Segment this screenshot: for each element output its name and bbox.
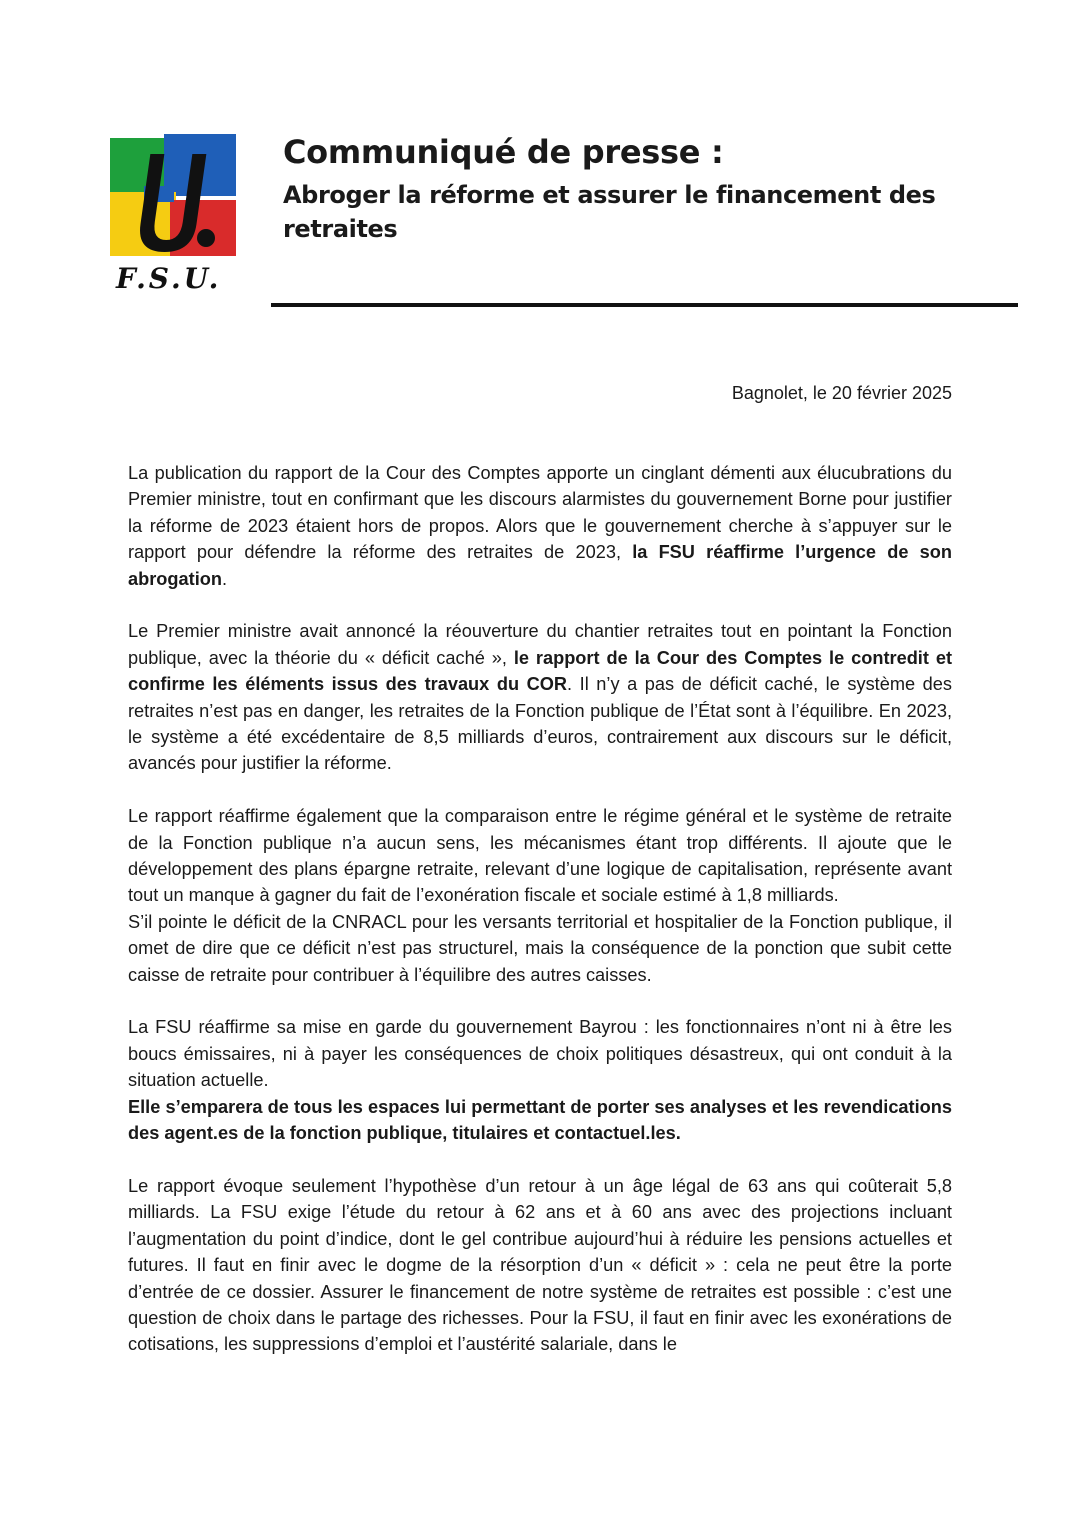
paragraph-2	[128, 618, 952, 776]
page-title: Communiqué de presse :	[283, 133, 724, 171]
paragraph-2-bold: le rapport de la Cour des Comptes le contredit et confirme les éléments issus des travaux du COR	[128, 647, 952, 695]
page-subtitle: Abroger la réforme et assurer le financement des retraites	[283, 181, 936, 243]
paragraph-6-bold: Elle s’emparera de tous les espaces lui permettant de porter ses analyses et les revendications des agent.es de la fonction publique, titulaires et contactuel.les.	[128, 1096, 952, 1144]
paragraph-4: S’il pointe le déficit de la CNRACL pour les versants territorial et hospitalier de la Fonction publique, il omet de dire que ce déficit n’est pas structurel, mais la conséquence de la ponction que subit cette caisse de retraite pour contribuer à l’équilibre des autres caisses.	[128, 911, 952, 985]
press-release-body	[128, 460, 952, 1358]
paragraph-1-bold: la FSU réaffirme l’urgence de son abrogation	[128, 542, 952, 589]
paragraph-1-text: La publication du rapport de la Cour des Comptes apporte un cinglant démenti aux élucubrations du Premier ministre, tout en confirmant que les discours alarmistes du gouvernement Borne pour justifier la réforme de 2023 étaient hors de propos. Alors que le gouvernement cherche à s’appuyer sur le rapport pour défendre la réforme des retraites de 2023,	[128, 463, 952, 563]
paragraph-5: La FSU réaffirme sa mise en garde du gouvernement Bayrou : les fonctionnaires n’ont ni à être les boucs émissaires, ni à payer les conséquences de choix politiques désastreux, qui ont conduit à la situation actuelle.	[128, 1017, 952, 1091]
paragraph-2-text: Le Premier ministre avait annoncé la réouverture du chantier retraites tout en pointant la Fonction publique, avec la théorie du « déficit caché »,	[128, 621, 952, 668]
paragraph-2-end: . Il n’y a pas de déficit caché, le système des retraites n’est pas en danger, les retraites de la Fonction publique de l’État sont à l’équilibre. En 2023, le système a été excédentaire de 8,5 milliards d’euros, contrairement aux discours sur le déficit, avancés pour justifier la réforme.	[128, 674, 952, 774]
paragraph-1	[128, 460, 952, 592]
paragraph-6	[128, 1094, 952, 1147]
paragraph-1-end: .	[221, 568, 228, 589]
date-line: Bagnolet, le 20 février 2025	[731, 383, 952, 403]
header-divider	[271, 303, 1018, 307]
paragraph-7: Le rapport évoque seulement l’hypothèse d’un retour à un âge légal de 63 ans qui coûterait 5,8 milliards. La FSU exige l’étude du retour à 62 ans et à 60 ans avec des projections incluant l’augmentation du point d’indice, dont le gel contribue aujourd’hui à réduire les pensions actuelles et futures. Il faut en finir avec le dogme de la résorption d’un « déficit » : cela ne peut être la porte d’entrée de ce dossier. Assurer le financement de notre système de retraites est possible : c’est une question de choix dans le partage des richesses. Pour la FSU, il faut en finir avec les exonérations de cotisations, les suppressions d’emploi et l’austérité salariale, dans le	[128, 1175, 952, 1355]
fsu-logo	[104, 128, 246, 296]
paragraph-3: Le rapport réaffirme également que la comparaison entre le régime général et le système de retraite de la Fonction publique n’a aucun sens, les mécanismes étant trop différents. Il ajoute que le développement des plans épargne retraite, relevant d’une logique de capitalisation, représente avant tout un manque à gagner du fait de l’exonération fiscale et sociale estimé à 1,8 milliards.	[128, 806, 952, 906]
header	[283, 130, 1023, 246]
logo-caption: F.S.U.	[116, 262, 222, 295]
